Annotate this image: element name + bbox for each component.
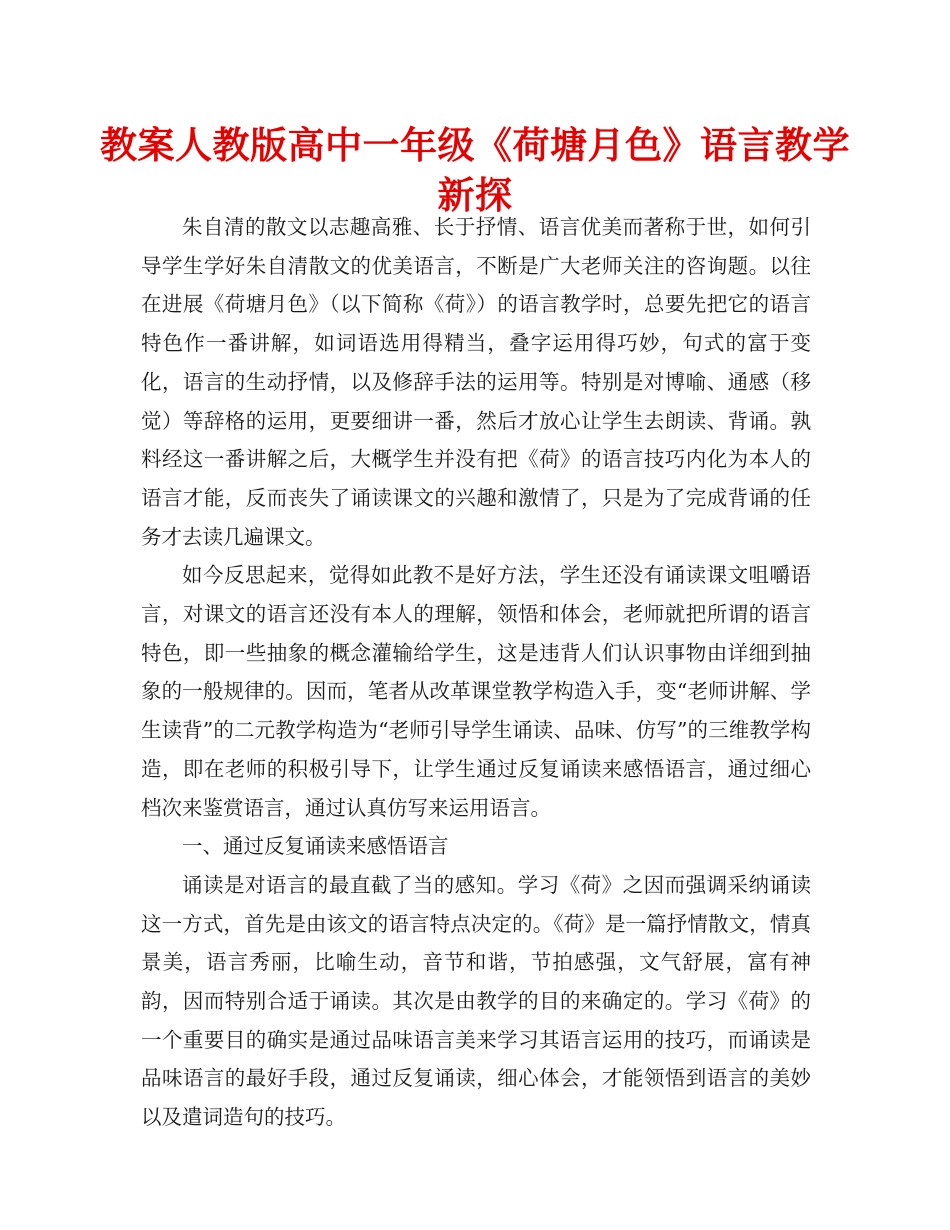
paragraph-reflection: 如今反思起来，觉得如此教不是好方法，学生还没有诵读课文咀嚼语言，对课文的语言还没有本人的理解，领悟和体会，老师就把所谓的语言特色，即一些抽象的概念灌输给学生，这是违背人们认识事物由详细到抽象的一般规律的。因而，笔者从改革课堂教学构造入手，变“老师讲解、学生读背”的二元教学构造为“老师引导学生诵读、品味、仿写”的三维教学构造，即在老师的积极引导下，让学生通过反复诵读来感悟语言，通过细心档次来鉴赏语言，通过认真仿写来运用语言。 — [141, 563, 811, 820]
paragraph-intro: 朱自清的散文以志趣高雅、长于抒情、语言优美而著称于世，如何引导学生学好朱自清散文的优美语言，不断是广大老师关注的咨询题。以往在进展《荷塘月色》（以下简称《荷》）的语言教学时，总要先把它的语言特色作一番讲解，如词语选用得精当，叠字运用得巧妙，句式的富于变化，语言的生动抒情，以及修辞手法的运用等。特别是对博喻、通感（移觉）等辞格的运用，更要细讲一番，然后才放心让学生去朗读、背诵。孰料经这一番讲解之后，大概学生并没有把《荷》的语言技巧内化为本人的语言才能，反而丧失了诵读课文的兴趣和激情了，只是为了完成背诵的任务才去读几遍课文。 — [141, 215, 811, 549]
document-title: 教案人教版高中一年级《荷塘月色》语言教学新探 — [100, 124, 850, 217]
section-heading: 一、通过反复诵读来感悟语言 — [182, 834, 449, 859]
document-body — [141, 208, 811, 1137]
paragraph-recitation: 诵读是对语言的最直截了当的感知。学习《荷》之因而强调采纳诵读这一方式，首先是由该文的语言特点决定的。《荷》是一篇抒情散文，情真景美，语言秀丽，比喻生动，音节和谐，节拍感强，文气舒展，富有神韵，因而特别合适于诵读。其次是由教学的目的来确定的。学习《荷》的一个重要目的确实是通过品味语言美来学习其语言运用的技巧，而诵读是品味语言的最好手段，通过反复诵读，细心体会，才能领悟到语言的美妙以及遣词造句的技巧。 — [141, 872, 811, 1130]
